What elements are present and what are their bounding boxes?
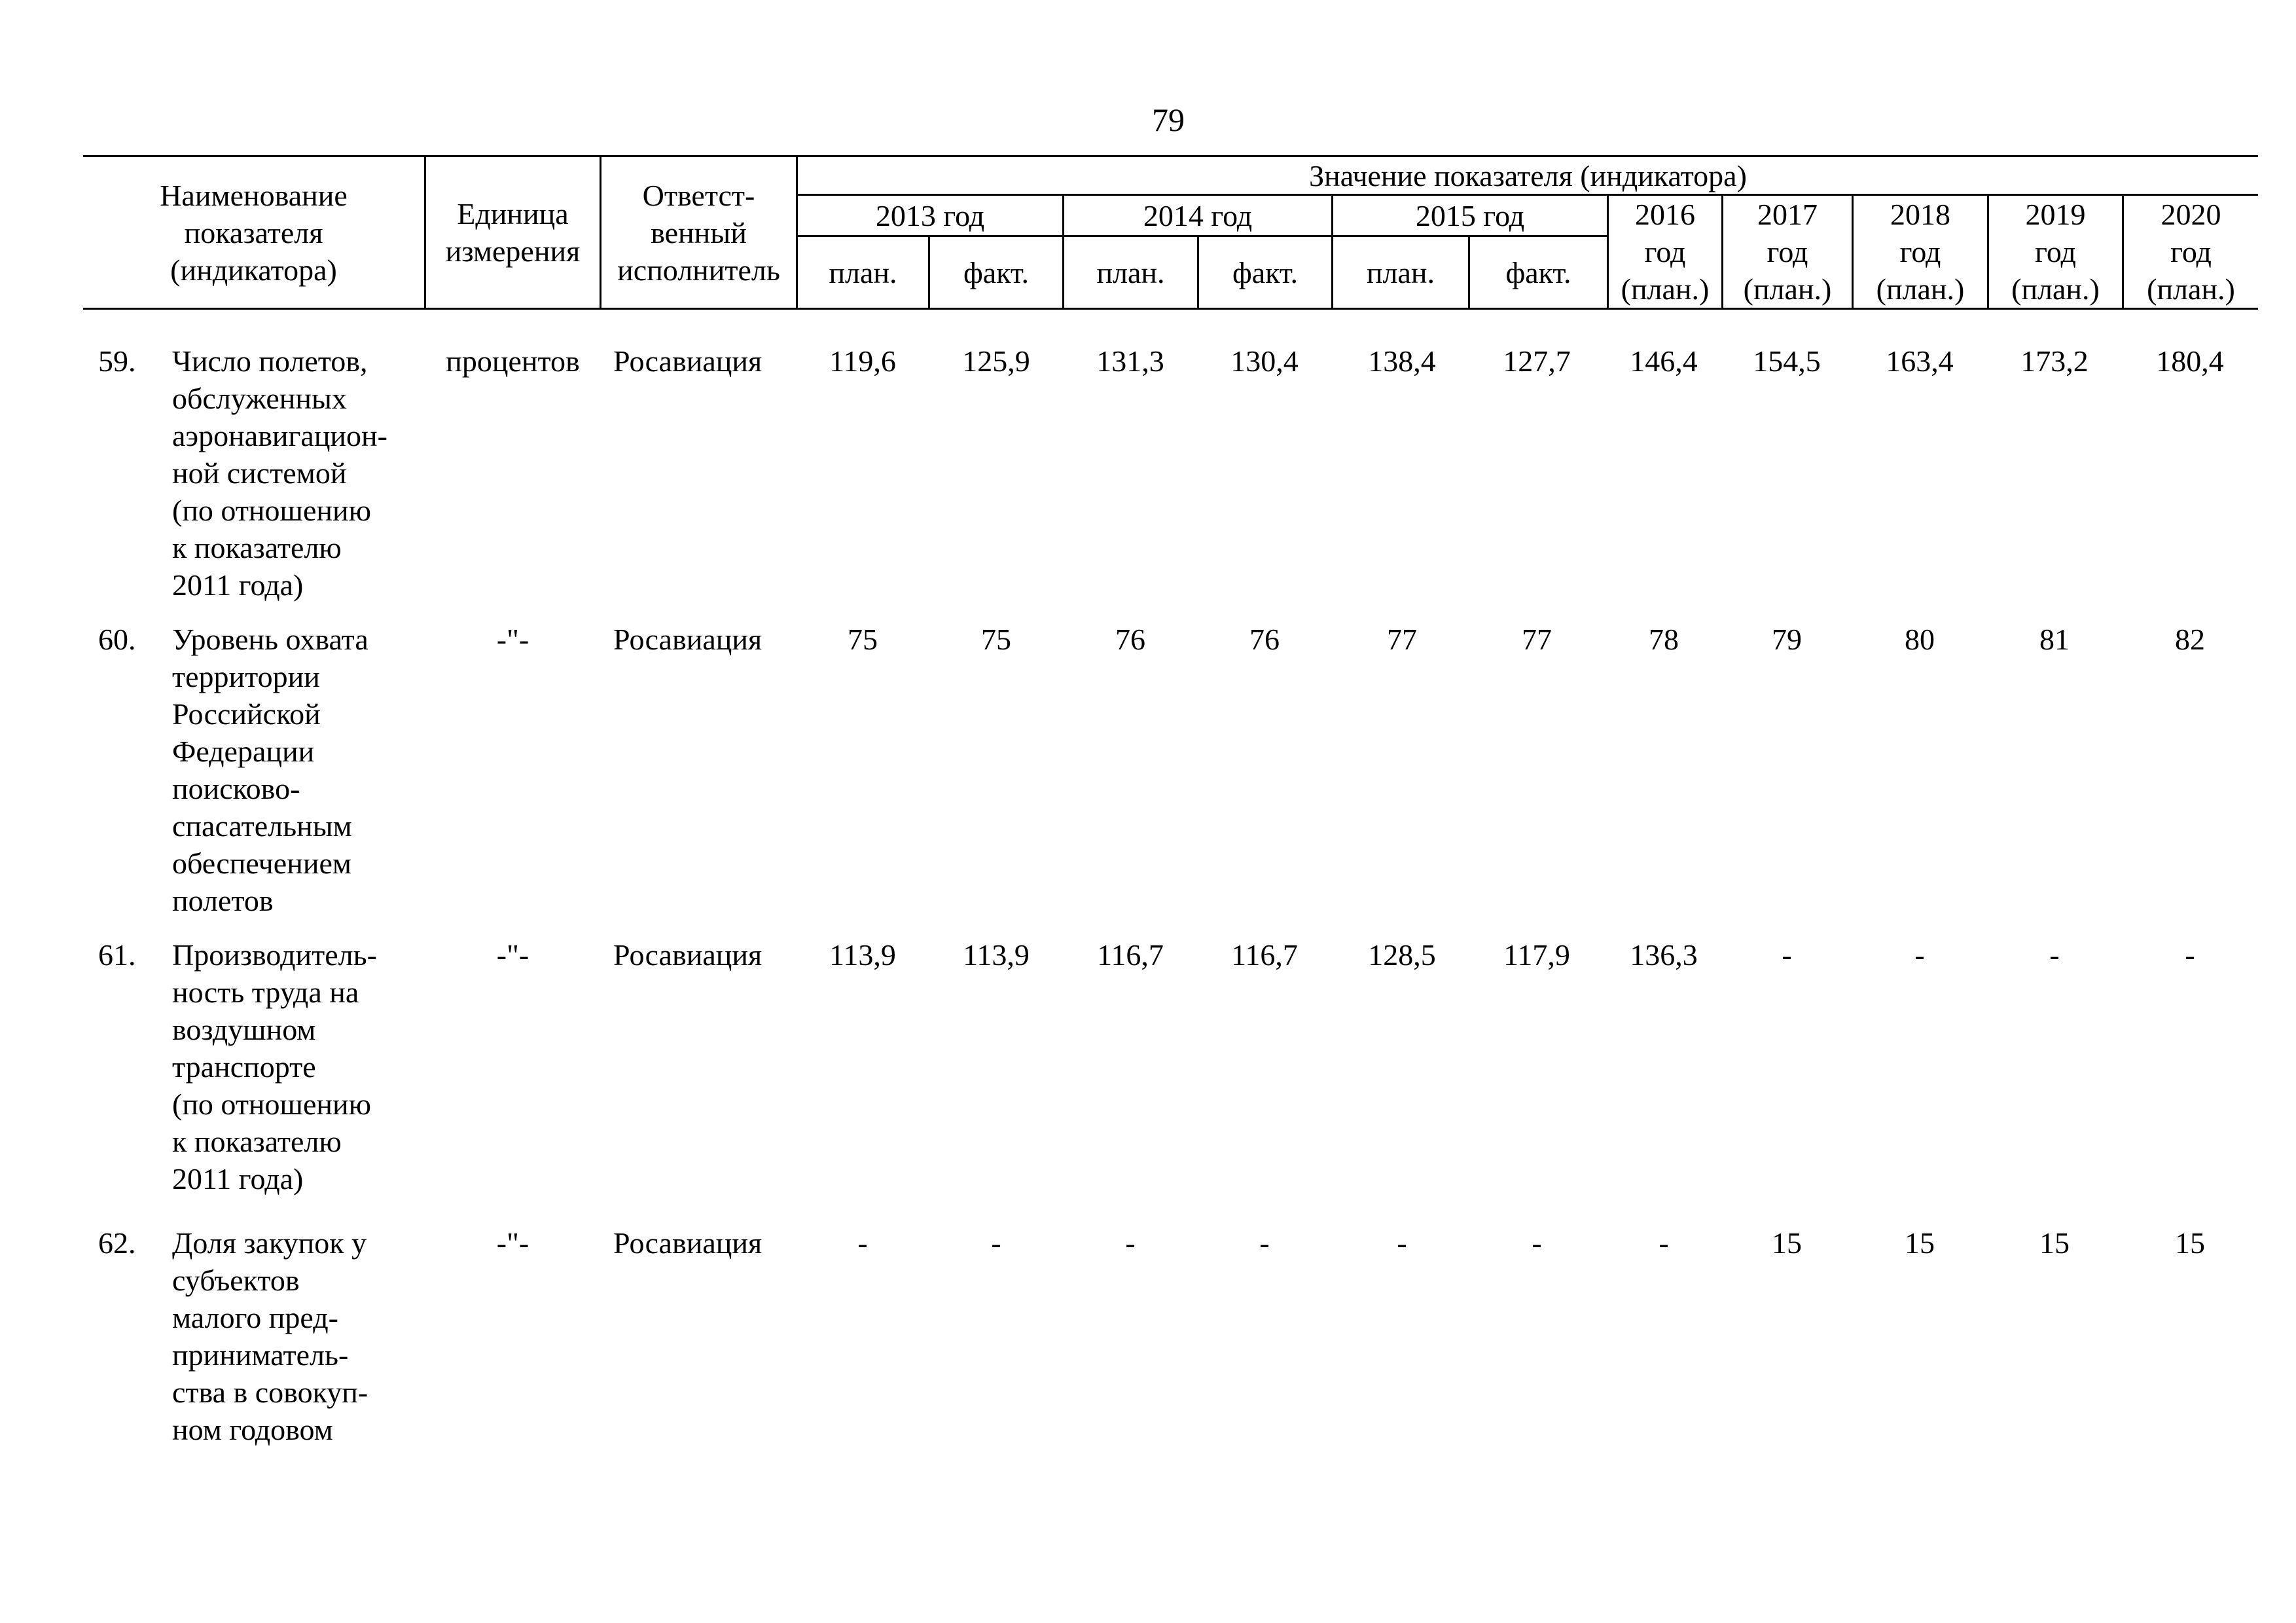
value-cell: - (2049, 938, 2060, 972)
value-cell: 180,4 (2156, 344, 2224, 378)
value-cell: 119,6 (829, 344, 896, 378)
header-plan: план. (829, 255, 897, 289)
value-cell: 82 (2175, 623, 2205, 656)
value-cell: 146,4 (1630, 344, 1698, 378)
value-cell: 75 (981, 623, 1011, 656)
value-cell: - (1397, 1226, 1407, 1260)
header-responsible: Ответст- венный исполнитель (617, 178, 780, 287)
header-bottom-rule (83, 308, 2258, 310)
value-cell: 163,4 (1886, 344, 1954, 378)
value-cell: 113,9 (963, 938, 1030, 972)
row-number: 60. (98, 623, 136, 656)
header-year-2013: 2013 год (875, 198, 985, 232)
value-cell: 77 (1522, 623, 1552, 656)
value-cell: 77 (1387, 623, 1417, 656)
unit-cell: -"- (496, 1226, 529, 1260)
responsible-cell: Росавиация (613, 938, 762, 972)
value-cell: - (991, 1226, 1001, 1260)
header-unit: Единица измерения (445, 197, 581, 268)
header-name: Наименование показателя (индикатора) (160, 178, 348, 287)
value-cell: 15 (1772, 1226, 1802, 1260)
value-cell: 113,9 (829, 938, 896, 972)
value-cell: - (1782, 938, 1792, 972)
value-cell: - (857, 1226, 868, 1260)
value-cell: 131,3 (1096, 344, 1164, 378)
value-cell: - (2185, 938, 2195, 972)
value-cell: 81 (2039, 623, 2070, 656)
header-year-2020: 2020 год (план.) (2147, 198, 2235, 306)
responsible-cell: Росавиация (613, 1226, 762, 1260)
unit-cell: процентов (446, 344, 580, 378)
value-cell: 173,2 (2020, 344, 2089, 378)
value-cell: 125,9 (962, 344, 1030, 378)
header-year-2015: 2015 год (1415, 198, 1525, 232)
header-plan: план. (1096, 255, 1165, 289)
value-cell: 79 (1772, 623, 1802, 656)
value-cell: 116,7 (1231, 938, 1298, 972)
value-cell: 15 (2175, 1226, 2205, 1260)
value-cell: 76 (1249, 623, 1280, 656)
header-year-2014: 2014 год (1143, 198, 1253, 232)
value-cell: 117,9 (1503, 938, 1570, 972)
header-fact: факт. (963, 255, 1030, 289)
indicator-name: Уровень охвата территории Российской Федерации поисково- спасательным обеспечением полетов (172, 623, 368, 917)
value-cell: 127,7 (1503, 344, 1571, 378)
header-fact: факт. (1505, 255, 1571, 289)
value-cell: 15 (1905, 1226, 1935, 1260)
unit-cell: -"- (496, 938, 529, 972)
value-cell: 128,5 (1368, 938, 1436, 972)
value-cell: 130,4 (1230, 344, 1299, 378)
indicator-name: Производитель- ность труда на воздушном транспорте (по отношению к показателю 2011 года) (172, 938, 377, 1195)
value-cell: - (1259, 1226, 1270, 1260)
indicator-name: Доля закупок у субъектов малого пред- приниматель- ства в совокуп- ном годовом (172, 1226, 368, 1446)
indicator-name: Число полетов, обслуженных аэронавигацион- ной системой (по отношению к показателю 2011 года) (172, 344, 387, 602)
header-plan: план. (1366, 255, 1435, 289)
value-cell: - (1125, 1226, 1136, 1260)
row-number: 62. (98, 1226, 136, 1260)
value-cell: 116,7 (1097, 938, 1164, 972)
responsible-cell: Росавиация (613, 623, 762, 656)
value-cell: 75 (848, 623, 878, 656)
unit-cell: -"- (496, 623, 529, 656)
value-cell: 136,3 (1630, 938, 1698, 972)
value-cell: 76 (1115, 623, 1145, 656)
value-cell: 138,4 (1368, 344, 1436, 378)
header-year-2019: 2019 год (план.) (2011, 198, 2100, 306)
row-number: 61. (98, 938, 136, 972)
value-cell: - (1532, 1226, 1542, 1260)
value-cell: 154,5 (1753, 344, 1821, 378)
header-year-2017: 2017 год (план.) (1743, 198, 1832, 306)
value-cell: 80 (1905, 623, 1935, 656)
value-cell: 78 (1649, 623, 1679, 656)
header-year-2016: 2016 год (план.) (1621, 198, 1710, 306)
header-value-group: Значение показателя (индикатора) (1309, 158, 1747, 192)
value-cell: - (1659, 1226, 1669, 1260)
value-cell: - (1914, 938, 1925, 972)
value-cell: 15 (2039, 1226, 2070, 1260)
row-number: 59. (98, 344, 136, 378)
responsible-cell: Росавиация (613, 344, 762, 378)
header-year-2018: 2018 год (план.) (1876, 198, 1965, 306)
header-fact: факт. (1232, 255, 1299, 289)
